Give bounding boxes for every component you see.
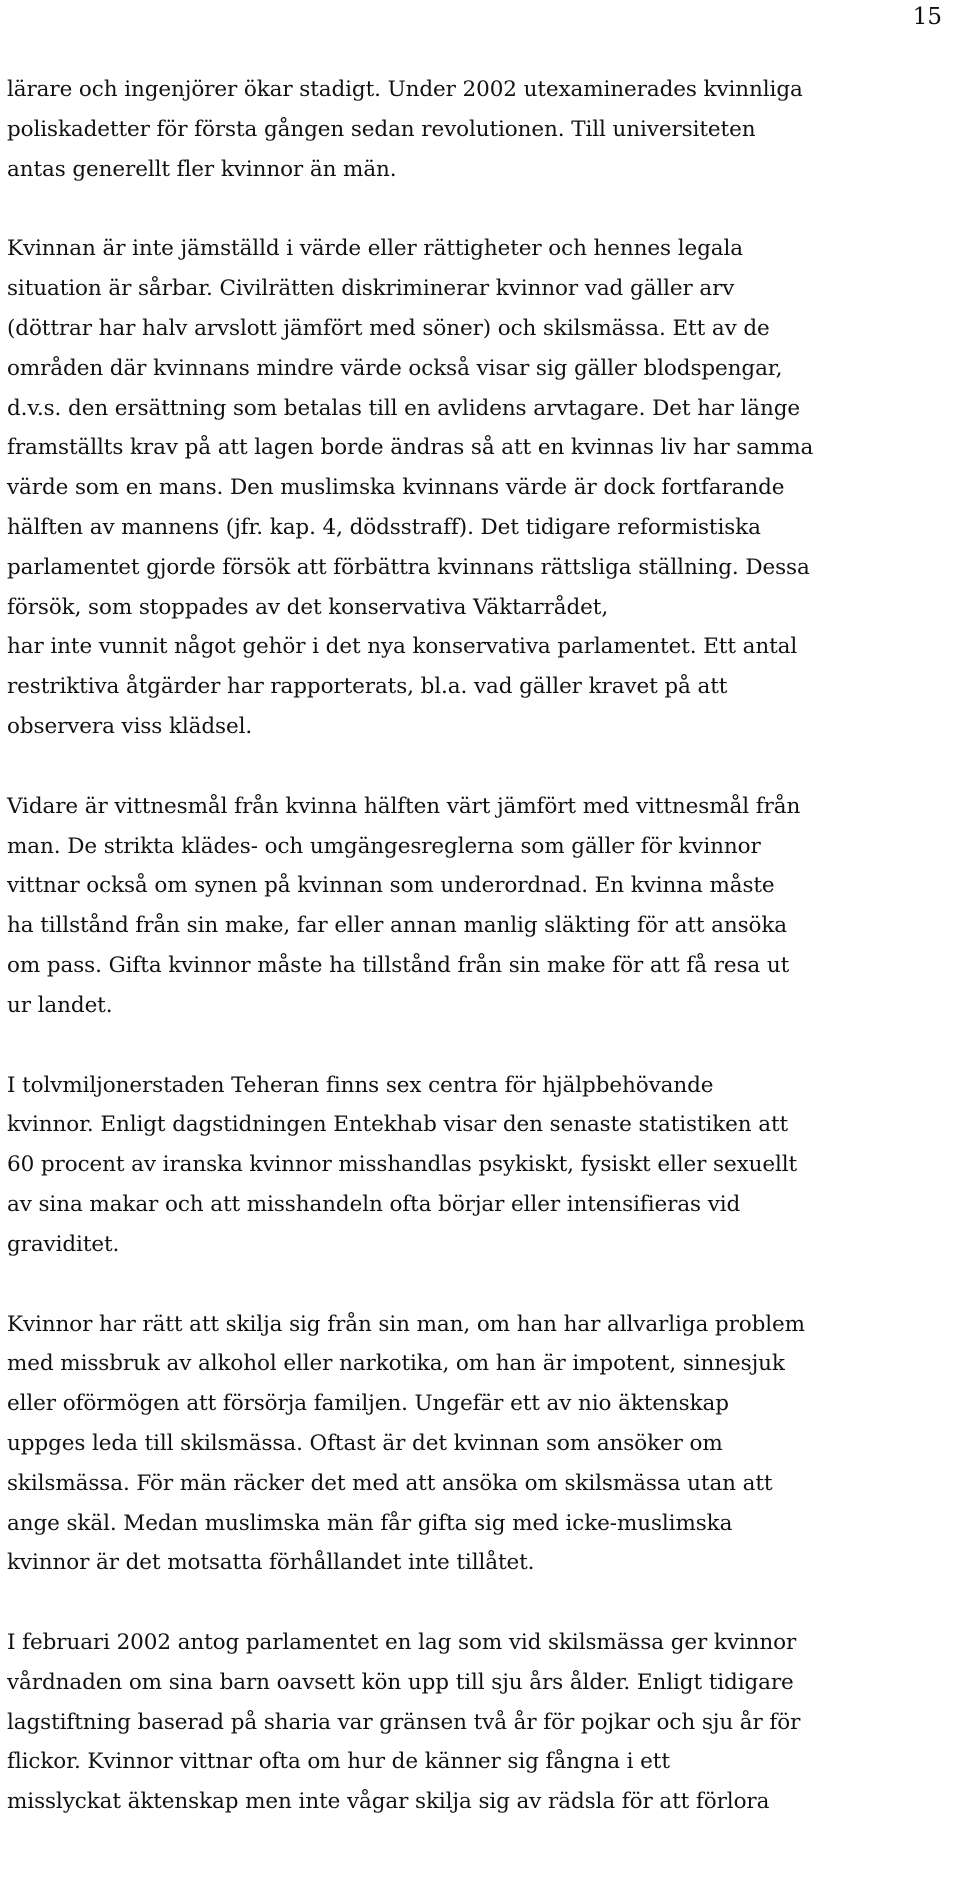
text-line: ha tillstånd från sin make, far eller annan manlig släkting för att ansöka — [7, 913, 788, 939]
text-line: skilsmässa. För män räcker det med att ansöka om skilsmässa utan att — [7, 1470, 773, 1496]
text-line: områden där kvinnans mindre värde också visar sig gäller blodspengar, — [7, 355, 783, 381]
text-line: försök, som stoppades av det konservativa Väktarrådet, — [7, 594, 609, 620]
paragraph-5 — [7, 1305, 952, 1584]
paragraph-3 — [7, 787, 952, 1026]
text-line: man. De strikta klädes- och umgängesreglerna som gäller för kvinnor — [7, 833, 761, 859]
text-line: graviditet. — [7, 1231, 120, 1257]
text-line: ange skäl. Medan muslimska män får gifta sig med icke-muslimska — [7, 1510, 733, 1536]
paragraph-2 — [7, 229, 952, 746]
text-line: flickor. Kvinnor vittnar ofta om hur de känner sig fångna i ett — [7, 1749, 670, 1775]
text-line: (döttrar har halv arvslott jämfört med söner) och skilsmässa. Ett av de — [7, 315, 770, 341]
text-line: 60 procent av iranska kvinnor misshandlas psykiskt, fysiskt eller sexuellt — [7, 1152, 798, 1178]
text-line: uppges leda till skilsmässa. Oftast är det kvinnan som ansöker om — [7, 1430, 723, 1456]
text-line: observera viss klädsel. — [7, 713, 253, 739]
paragraph-4 — [7, 1066, 952, 1265]
text-line: poliskadetter för första gången sedan revolutionen. Till universiteten — [7, 116, 756, 142]
text-line: Vidare är vittnesmål från kvinna hälften värt jämfört med vittnesmål från — [7, 793, 801, 819]
text-line: lärare och ingenjörer ökar stadigt. Under 2002 utexaminerades kvinnliga — [7, 77, 803, 102]
text-line: I februari 2002 antog parlamentet en lag som vid skilsmässa ger kvinnor — [7, 1630, 797, 1656]
text-line: värde som en mans. Den muslimska kvinnans värde är dock fortfarande — [7, 475, 785, 501]
text-line: parlamentet gjorde försök att förbättra kvinnans rättsliga ställning. Dessa — [7, 554, 810, 580]
paragraph-1 — [7, 70, 952, 189]
text-line: vårdnaden om sina barn oavsett kön upp till sju års ålder. Enligt tidigare — [7, 1669, 794, 1695]
text-line: om pass. Gifta kvinnor måste ha tillstånd från sin make för att få resa ut — [7, 952, 790, 978]
text-line: har inte vunnit något gehör i det nya konservativa parlamentet. Ett antal — [7, 634, 798, 660]
text-line: restriktiva åtgärder har rapporterats, bl.a. vad gäller kravet på att — [7, 674, 728, 700]
text-line: ur landet. — [7, 992, 113, 1018]
text-line: situation är sårbar. Civilrätten diskriminerar kvinnor vad gäller arv — [7, 276, 735, 302]
text-line: vittnar också om synen på kvinnan som underordnad. En kvinna måste — [7, 873, 775, 899]
text-line: eller oförmögen att försörja familjen. Ungefär ett av nio äktenskap — [7, 1391, 729, 1417]
text-line: Kvinnor har rätt att skilja sig från sin man, om han har allvarliga problem — [7, 1311, 805, 1337]
text-line: d.v.s. den ersättning som betalas till en avlidens arvtagare. Det har länge — [7, 395, 801, 421]
text-line: misslyckat äktenskap men inte vågar skilja sig av rädsla för att förlora — [7, 1789, 770, 1815]
text-line: kvinnor är det motsatta förhållandet inte tillåtet. — [7, 1550, 535, 1576]
text-line: framställts krav på att lagen borde ändras så att en kvinnas liv har samma — [7, 435, 814, 461]
text-line: I tolvmiljonerstaden Teheran finns sex centra för hjälpbehövande — [7, 1072, 714, 1098]
text-line: Kvinnan är inte jämställd i värde eller rättigheter och hennes legala — [7, 236, 743, 262]
page-number: 15 — [912, 4, 942, 30]
text-line: lagstiftning baserad på sharia var gränsen två år för pojkar och sju år för — [7, 1709, 801, 1735]
text-line: hälften av mannens (jfr. kap. 4, dödsstraff). Det tidigare reformistiska — [7, 514, 761, 540]
text-line: antas generellt fler kvinnor än män. — [7, 156, 397, 182]
paragraph-6 — [7, 1623, 952, 1822]
text-line: av sina makar och att misshandeln ofta börjar eller intensifieras vid — [7, 1191, 741, 1217]
text-line: med missbruk av alkohol eller narkotika, om han är impotent, sinnesjuk — [7, 1351, 785, 1377]
text-line: kvinnor. Enligt dagstidningen Entekhab visar den senaste statistiken att — [7, 1112, 789, 1138]
body-text — [7, 70, 952, 1822]
